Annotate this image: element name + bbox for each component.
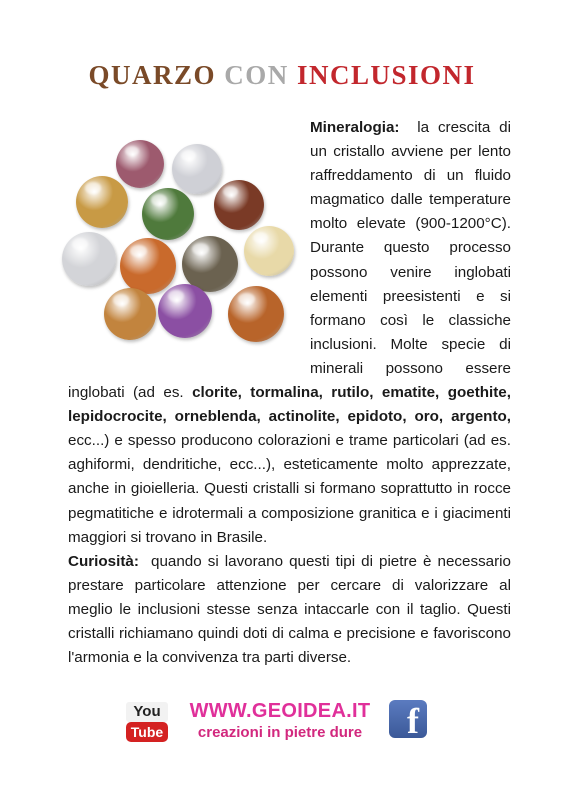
title-word-con: CON <box>224 60 289 90</box>
mineralogia-label: Mineralogia: <box>310 119 400 136</box>
minerals-list: clorite, tormalina, rutilo, ematite, goethite, lepidocrocite, orneblenda, actinolite, epidoto, oro, argento, <box>68 384 511 426</box>
youtube-icon[interactable] <box>126 702 168 742</box>
curiosita-text: quando si lavorano questi tipi di pietre è necessario prestare particolare attenzione per cercare di valorizzare al meglio le inclusioni stesse senza intaccarle con il taglio. Questi cristalli richiamano quindi doti di calma e precisione e favoriscono l'armonia e la convivenza tra parti diverse. <box>68 552 511 667</box>
youtube-you-text: You <box>126 702 168 722</box>
tagline: creazioni in pietre dure <box>197 724 363 741</box>
youtube-tube-text: Tube <box>126 722 168 742</box>
curiosita-paragraph <box>68 550 511 670</box>
title-word-quarzo: QUARZO <box>88 60 216 90</box>
footer <box>0 694 564 754</box>
facebook-letter: f <box>407 701 419 741</box>
curiosita-label: Curiosità: <box>68 552 139 570</box>
facebook-icon[interactable] <box>389 700 427 741</box>
mineralogia-text-continued: ecc...) e spesso producono colorazioni e trame particolari (ad es. aghiformi, dendritiche, ecc...), esteticamente molto apprezzate, anche in gioielleria. Questi cristalli si formano soprattutto in rocce pegmatitiche e idrotermali a composizione granitica e i giacimenti maggiori si trovano in Brasile. <box>68 432 511 546</box>
title-word-inclusioni: INCLUSIONI <box>296 60 476 90</box>
mineralogia-text: la crescita di un cristallo avviene per lento raffreddamento di un fluido magmatico dalle temperature molto elevate (900-1200°C). Durante questo processo possono venire inglobati elementi preesistenti e si formano così le classiche inclusioni. Molte specie di minerali possono essere inglobati (ad es. <box>68 119 511 402</box>
article-body <box>68 116 511 670</box>
mineralogia-paragraph <box>68 116 511 550</box>
page-title <box>0 60 564 91</box>
website-link[interactable]: WWW.GEOIDEA.IT <box>189 700 371 722</box>
